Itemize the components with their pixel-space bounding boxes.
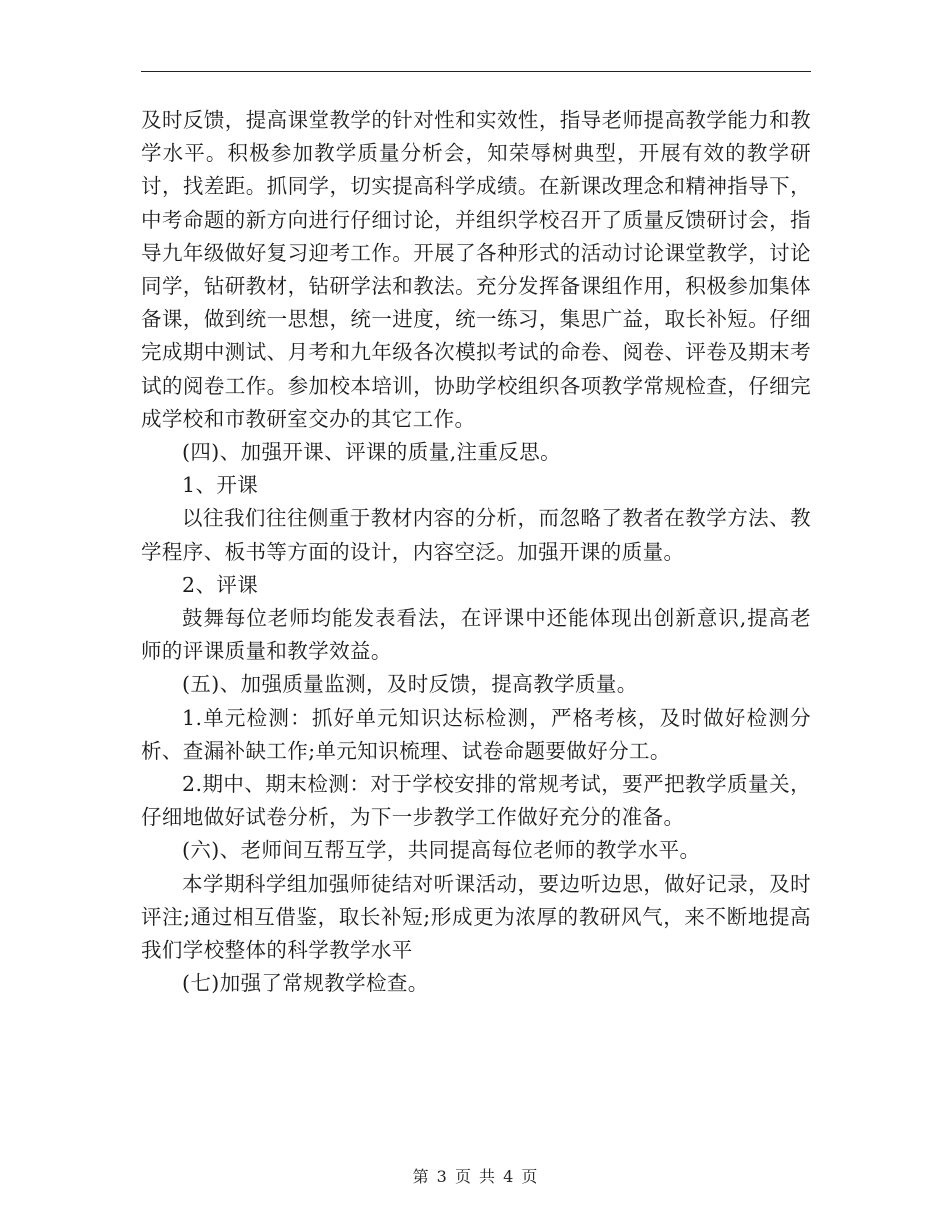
paragraph-evaluate-class: 鼓舞每位老师均能发表看法，在评课中还能体现出创新意识,提高老师的评课质量和教学效益。 [141,606,811,664]
heading-section-six: (六)、老师间互帮互学，共同提高每位老师的教学水平。 [182,838,701,863]
subheading-evaluate-class: 2、评课 [182,572,259,597]
heading-section-seven: (七)加强了常规教学检查。 [182,971,429,996]
paragraph-unit-test: 1.单元检测：抓好单元知识达标检测，严格考核，及时做好检测分析、查漏补缺工作;单元知识梳理、试卷命题要做好分工。 [141,705,811,763]
paragraph-open-class: 以往我们往往侧重于教材内容的分析，而忽略了教者在教学方法、教学程序、板书等方面的设计，内容空泛。加强开课的质量。 [141,506,811,564]
page-number-footer: 第 3 页 共 4 页 [412,1167,538,1186]
heading-section-four: (四)、加强开课、评课的质量,注重反思。 [182,440,562,465]
subheading-open-class: 1、开课 [182,473,259,498]
paragraph-mentoring: 本学期科学组加强师徒结对听课活动，要边听边思，做好记录，及时评注;通过相互借鉴，取长补短;形成更为浓厚的教研风气，来不断地提高我们学校整体的科学教学水平 [141,871,811,963]
heading-section-five: (五)、加强质量监测，及时反馈，提高教学质量。 [182,672,638,697]
paragraph-continued-feedback: 及时反馈，提高课堂教学的针对性和实效性，指导老师提高教学能力和教学水平。积极参加教学质量分析会，知荣辱树典型，开展有效的教学研讨，找差距。抓同学，切实提高科学成绩。在新课改理念和精神指导下，中考命题的新方向进行仔细讨论，并组织学校召开了质量反馈研讨会，指导九年级做好复习迎考工作。开展了各种形式的活动讨论课堂教学，讨论同学，钻研教材，钻研学法和教法。充分发挥备课组作用，积极参加集体备课，做到统一思想，统一进度，统一练习，集思广益，取长补短。仔细完成期中测试、月考和九年级各次模拟考试的命卷、阅卷、评卷及期末考试的阅卷工作。参加校本培训，协助学校组织各项教学常规检查，仔细完成学校和市教研室交办的其它工作。 [141,108,811,431]
header-rule [141,71,811,72]
document-body [141,104,811,1000]
paragraph-midterm-final-test: 2.期中、期末检测：对于学校安排的常规考试，要严把教学质量关，仔细地做好试卷分析，为下一步教学工作做好充分的准备。 [141,772,811,830]
